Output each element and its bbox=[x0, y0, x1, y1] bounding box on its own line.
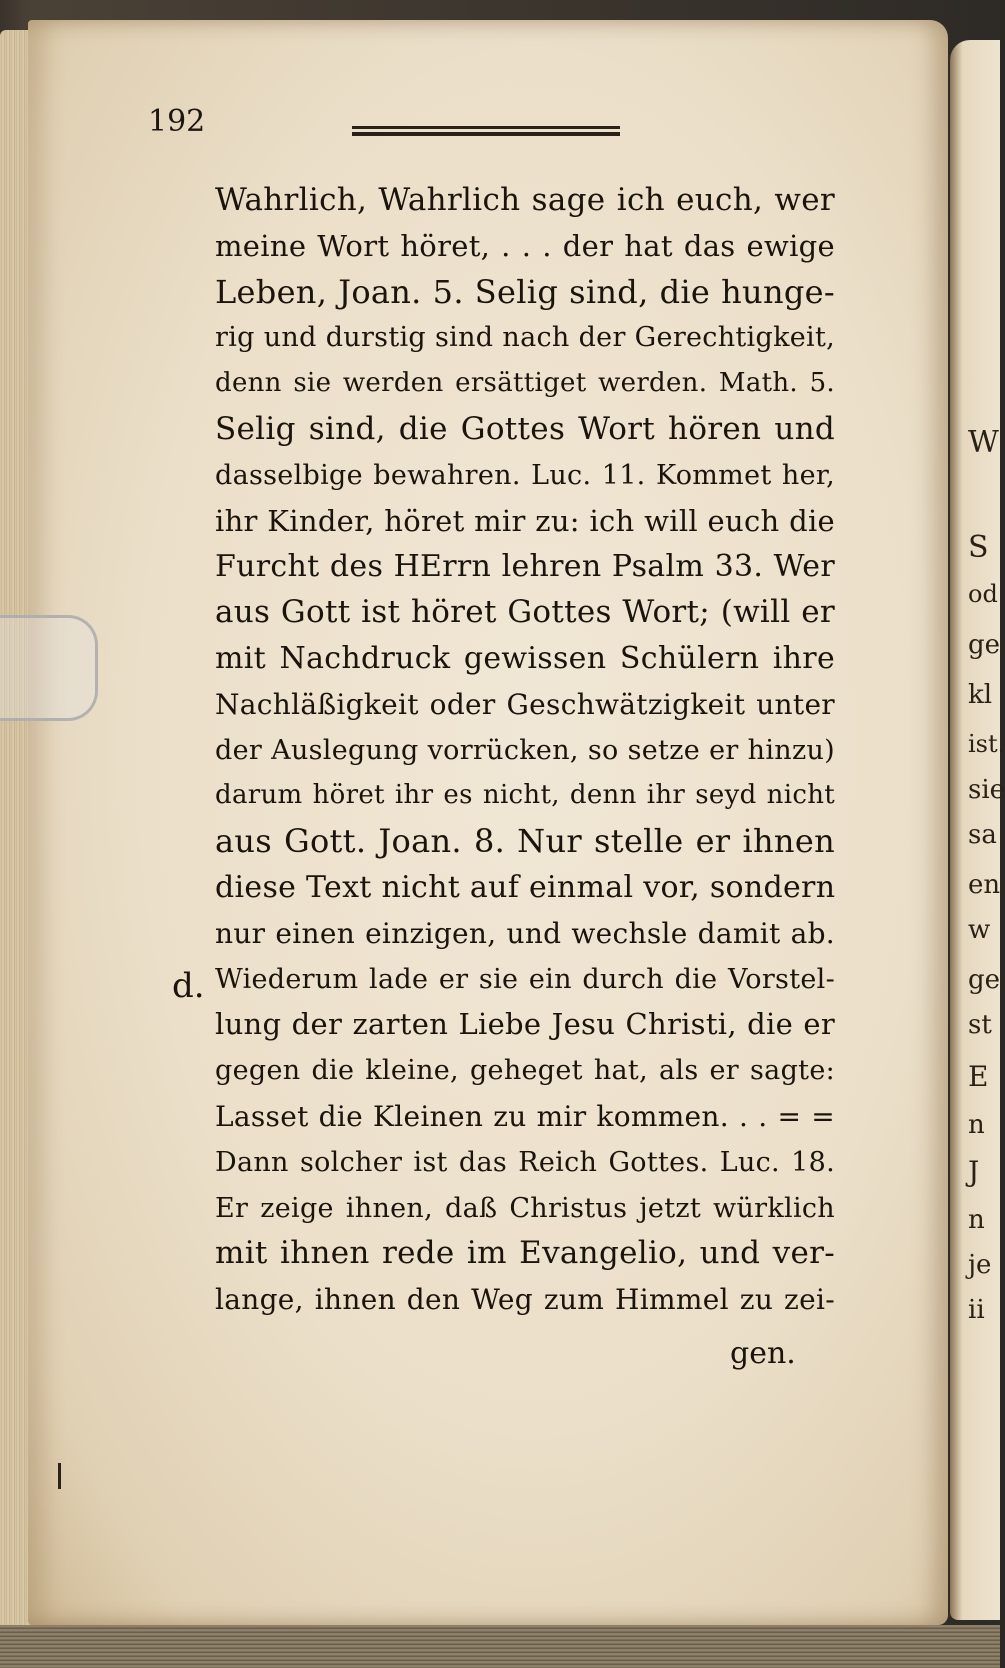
text-line: rig und durstig sind nach der Gerechtigkeit, bbox=[215, 322, 835, 354]
facing-fragment: J bbox=[968, 1155, 980, 1188]
facing-fragment: W bbox=[968, 425, 999, 460]
text-line: gegen die kleine, geheget hat, als er sagte: bbox=[215, 1055, 835, 1087]
facing-fragment: E bbox=[968, 1060, 989, 1093]
text-line: der Auslegung vorrücken, so setze er hinzu) bbox=[215, 734, 835, 766]
page-number: 192 bbox=[148, 104, 206, 139]
facing-fragment: kl bbox=[968, 680, 993, 710]
facing-page-fragment bbox=[950, 40, 1005, 1620]
catchword: gen. bbox=[730, 1336, 796, 1371]
facing-fragment: sie bbox=[968, 775, 1005, 805]
facing-fragment: od bbox=[968, 580, 998, 608]
text-line: Nachläßigkeit oder Geschwätzigkeit unter bbox=[215, 687, 835, 721]
body-text bbox=[215, 178, 835, 1323]
text-line: darum höret ihr es nicht, denn ihr seyd nicht bbox=[215, 780, 835, 811]
facing-fragment: ii bbox=[968, 1295, 985, 1325]
text-line: Leben, Joan. 5. Selig sind, die hunge- bbox=[215, 272, 835, 311]
facing-fragment: en bbox=[968, 870, 1001, 900]
text-line: mit ihnen rede im Evangelio, und ver- bbox=[215, 1235, 835, 1272]
text-line: mit Nachdruck gewissen Schülern ihre bbox=[215, 640, 835, 676]
facing-fragment: sa bbox=[968, 820, 997, 850]
text-line: Selig sind, die Gottes Wort hören und bbox=[215, 410, 835, 447]
text-line: lung der zarten Liebe Jesu Christi, die er bbox=[215, 1007, 835, 1042]
facing-fragment: n bbox=[968, 1205, 985, 1235]
text-line: denn sie werden ersättiget werden. Math. 5. bbox=[215, 368, 835, 399]
facing-fragment: S bbox=[968, 530, 989, 565]
page-edges-bottom bbox=[0, 1625, 1000, 1668]
facing-fragment: je bbox=[968, 1250, 992, 1280]
facing-fragment: w bbox=[968, 915, 991, 945]
text-line: Wiederum lade er sie ein durch die Vorstel- bbox=[215, 963, 835, 995]
text-line: Wahrlich, Wahrlich sage ich euch, wer bbox=[215, 182, 835, 218]
margin-mark bbox=[58, 1463, 61, 1489]
text-line: lange, ihnen den Weg zum Himmel zu zei- bbox=[215, 1283, 835, 1317]
text-line: meine Wort höret, . . . der hat das ewige bbox=[215, 228, 835, 263]
text-line: dasselbige bewahren. Luc. 11. Kommet her, bbox=[215, 459, 835, 491]
text-line: Er zeige ihnen, daß Christus jetzt würklich bbox=[215, 1192, 835, 1224]
text-line: Lasset die Kleinen zu mir kommen. . . = = bbox=[215, 1099, 835, 1133]
facing-fragment: st bbox=[968, 1010, 992, 1040]
facing-fragment: ge bbox=[968, 630, 1001, 660]
facing-fragment: n bbox=[968, 1110, 985, 1140]
text-line: diese Text nicht auf einmal vor, sondern bbox=[215, 869, 836, 905]
text-line: aus Gott. Joan. 8. Nur stelle er ihnen bbox=[215, 822, 835, 861]
text-line: nur einen einzigen, und wechsle damit ab. bbox=[215, 916, 835, 950]
bookmark-tab bbox=[0, 615, 98, 721]
paragraph-marker: d. bbox=[172, 966, 205, 1006]
text-line: ihr Kinder, höret mir zu: ich will euch die bbox=[215, 503, 835, 538]
header-rule-ornament bbox=[352, 126, 620, 142]
text-line: aus Gott ist höret Gottes Wort; (will er bbox=[215, 594, 835, 631]
facing-fragment: ist. bbox=[968, 730, 1005, 758]
facing-fragment: ge bbox=[968, 965, 1001, 995]
text-line: Dann solcher ist das Reich Gottes. Luc. 18. bbox=[215, 1146, 835, 1178]
text-line: Furcht des HErrn lehren Psalm 33. Wer bbox=[215, 549, 835, 585]
